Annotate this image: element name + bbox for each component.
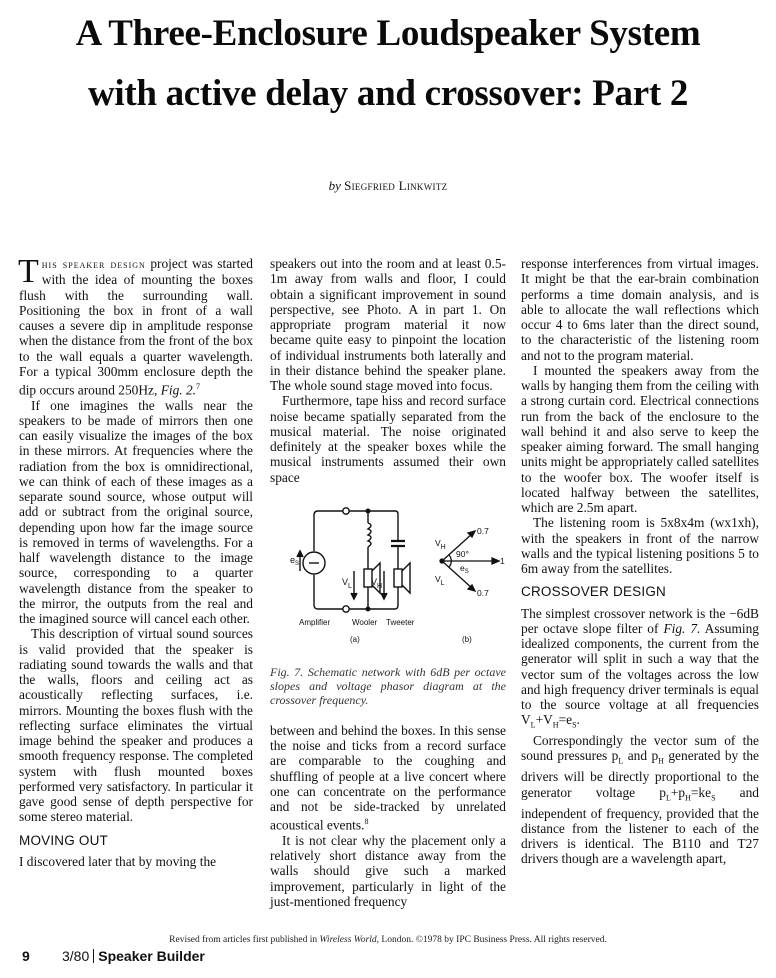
byline-prefix: by [328, 178, 341, 193]
paragraph-text: Assuming idealized components, the current from the generator will split in such a way that the vector sum of the voltages across the low and high frequency driver terminals is equal to the source voltage at all frequencies [521, 620, 759, 712]
paragraph: I discovered later that by moving the [19, 853, 217, 869]
vl-phasor [442, 561, 473, 589]
es-label: $e_S$ [290, 554, 300, 567]
paragraph-text: generated by the drivers will be directly proportional to the generator voltage p [521, 748, 759, 800]
woofer-label: Wooler [352, 617, 378, 627]
footnote-ref[interactable]: 8 [364, 817, 369, 827]
phasor-vl-label: $V_L$ [435, 573, 445, 587]
footnote-ref[interactable]: 7 [196, 382, 201, 391]
phasor-es-label: $e_S$ [460, 562, 469, 575]
tweeter-driver [394, 569, 402, 587]
wire [314, 575, 345, 609]
paragraph: It is not clear why the placement only a relatively short distance away from the walls should give such a marked improvement, particularly in light of the just-mentioned frequency [270, 832, 506, 909]
wire [314, 511, 318, 551]
drop-cap: T [18, 253, 39, 290]
paragraph [270, 723, 506, 833]
paragraph: Correspondingly the vector sum of the sound pressures $p_L$ and $p_H$ generated by the drivers will be directly proportional to the generator voltage $p_L+p_H=ke_S$ and independent of frequency, provided that the distance from the listener to each of the drivers is identical. The B110 and T27 drivers though are a wavelength apart, [521, 733, 759, 867]
text-column-3 [521, 256, 759, 867]
paragraph [521, 606, 759, 734]
equation: $V_L+V_H=e_S$. [521, 712, 580, 730]
page-number: 9 [22, 948, 30, 964]
terminal-bottom [343, 606, 349, 612]
section-heading-moving-out: MOVING OUT [19, 832, 108, 848]
part-b-label: (b) [462, 634, 472, 644]
paragraph [18, 253, 253, 398]
article-title-line-1: A Three-Enclosure Loudspeaker System [75, 13, 701, 54]
page-footer [22, 948, 205, 964]
publication-name: Wireless World [319, 935, 377, 945]
vh-arrowhead [381, 593, 387, 599]
paragraph: This description of virtual sound sources is valid provided that the speaker is radiating sound towards the walls and that the walls, floors and ceiling act as acoustically reflecting surfaces, i.e. mirrors. Mounting the boxes flush with the reflecting surface eliminates the virtual image behind the speaker and produces a smooth frequency response. The completed system with flush mounted boxes performed very satisfactory. In particular it gave good sense of depth perspective for some stereo material. [19, 626, 253, 825]
paragraph: speakers out into the room and at least 0.5-1m away from walls and floor, I could obtain a significant improvement in sound perspective, see Photo. A in part 1. On appropriate program material it now became quite easy to pinpoint the location of individual instruments both laterally and in their distance behind the speaker plane. The whole sound stage moved into focus. [270, 256, 506, 393]
issue-date: 3/80 [62, 948, 90, 964]
vl-arrowhead [351, 593, 357, 599]
paragraph-text: project was started with the idea of mounting the boxes flush with the surrounding wall. Positioning the box in front of a wall causes a severe dip in amplitude response when the distance from the front of the box to the wall equals a quarter wavelength. For a typical 300mm enclosure depth the dip occurs around 250Hz, [19, 256, 253, 398]
phasor-vh-label: $V_H$ [435, 537, 446, 551]
tweeter-label: Tweeter [386, 617, 415, 627]
credit-text: Revised from articles first published in [169, 935, 320, 945]
amplifier-label: Amplifier [299, 617, 331, 627]
paragraph: Furthermore, tape hiss and record surface noise became spatially separated from the musical material. The noise originated definitely at the speaker boxes while the musical instruments assumed their own space [270, 393, 506, 485]
capacitor [391, 541, 405, 546]
phasor-diagram-b [440, 531, 499, 591]
tweeter-cone [402, 563, 410, 593]
figure-reference[interactable]: Fig. 2. [160, 382, 197, 398]
paragraph-text: The simplest crossover network is the −6dB per octave slope filter of [521, 605, 759, 636]
magnitude-upper: 0.7 [477, 525, 489, 536]
es-phasor-head [492, 558, 499, 564]
vh-label: $V_H$ [371, 576, 383, 590]
paragraph-text: Correspondingly the vector sum of the sound pressures p [521, 733, 759, 764]
figure-7 [270, 501, 506, 651]
es-arrowhead [297, 551, 303, 557]
angle-label: 90° [456, 548, 469, 559]
lead-in: his speaker design [41, 257, 146, 271]
paragraph: response interferences from virtual images. It might be that the ear-brain combination performs a time domain analysis, and is able to allocate the wall reflections which occur 4 to 6ms later than the direct sound, to the characteristic of the listening room and not to the program material. [521, 256, 759, 363]
paragraph: I mounted the speakers away from the walls by hanging them from the ceiling with a strong curtain cord. Electrical connections run from the back of the enclosure to the wall behind it and also serve to keep the speaker aiming forward. The small hanging units might be appropriately called satellites to the woofer box. The woofer itself is located halfway between the satellites, which are 2.5m apart. [521, 362, 759, 515]
article-title-line-2: with active delay and crossover: Part 2 [87, 73, 689, 114]
paragraph-text: and independent of frequency, provided that the distance from the listener to each of the drivers is identical. The B110 and T27 drivers though are a wavelength apart, [521, 784, 759, 867]
paragraph: If one imagines the walls near the speakers to be made of mirrors then one can easily visualize the images of the box in these mirrors. At frequencies where the radiation from the box is omnidirectional, we can think of each of these images as a separate sound source, whose output will add or subtract from the original source, depending upon how far the image source is removed in terms of wavelengths. For a half wavelength distance to the image source, corresponding to a quarter wavelength distance from the speaker to the mirror, the outputs from the real and the imagined source will cancel each other. [19, 397, 253, 627]
schematic-network-a [297, 508, 410, 612]
footer-divider [93, 949, 94, 963]
credit-text: , London. ©1978 by IPC Business Press. All rights reserved. [376, 935, 607, 945]
terminal-top [343, 508, 349, 514]
crossover-schematic-diagram [270, 501, 506, 651]
text-column-1 [18, 253, 253, 869]
inductor-coil [368, 523, 371, 547]
magnitude-mid: 1 [500, 555, 505, 566]
wire [347, 511, 398, 514]
paragraph-text: between and behind the boxes. In this sense the noise and ticks from a record surface are comparable to the coughing and shuffling of people at a live concert where one can concentrate on the performance and not be side-tracked by unrelated acoustical events. [270, 722, 506, 833]
part-a-label: (a) [350, 634, 360, 644]
text-column-2 [270, 256, 506, 909]
copyright-credit [0, 935, 776, 945]
author-name: Siegfried Linkwitz [344, 178, 448, 193]
magazine-name: Speaker Builder [98, 948, 205, 964]
vl-label: $V_L$ [342, 576, 352, 590]
paragraph-text: and p [623, 748, 659, 764]
figure-caption: Fig. 7. Schematic network with 6dB per octave slopes and voltage phasor diagram at the crossover frequency. [270, 664, 506, 707]
byline [0, 178, 776, 194]
wire [347, 605, 398, 609]
figure-reference[interactable]: Fig. 7. [663, 620, 701, 636]
section-heading-crossover-design: CROSSOVER DESIGN [521, 584, 666, 600]
magnitude-lower: 0.7 [477, 587, 489, 598]
paragraph: The listening room is 5x8x4m (wx1xh), with the speakers in front of the narrow walls and the typical listening positions 5 to 6m away from the satellites. [521, 515, 759, 576]
